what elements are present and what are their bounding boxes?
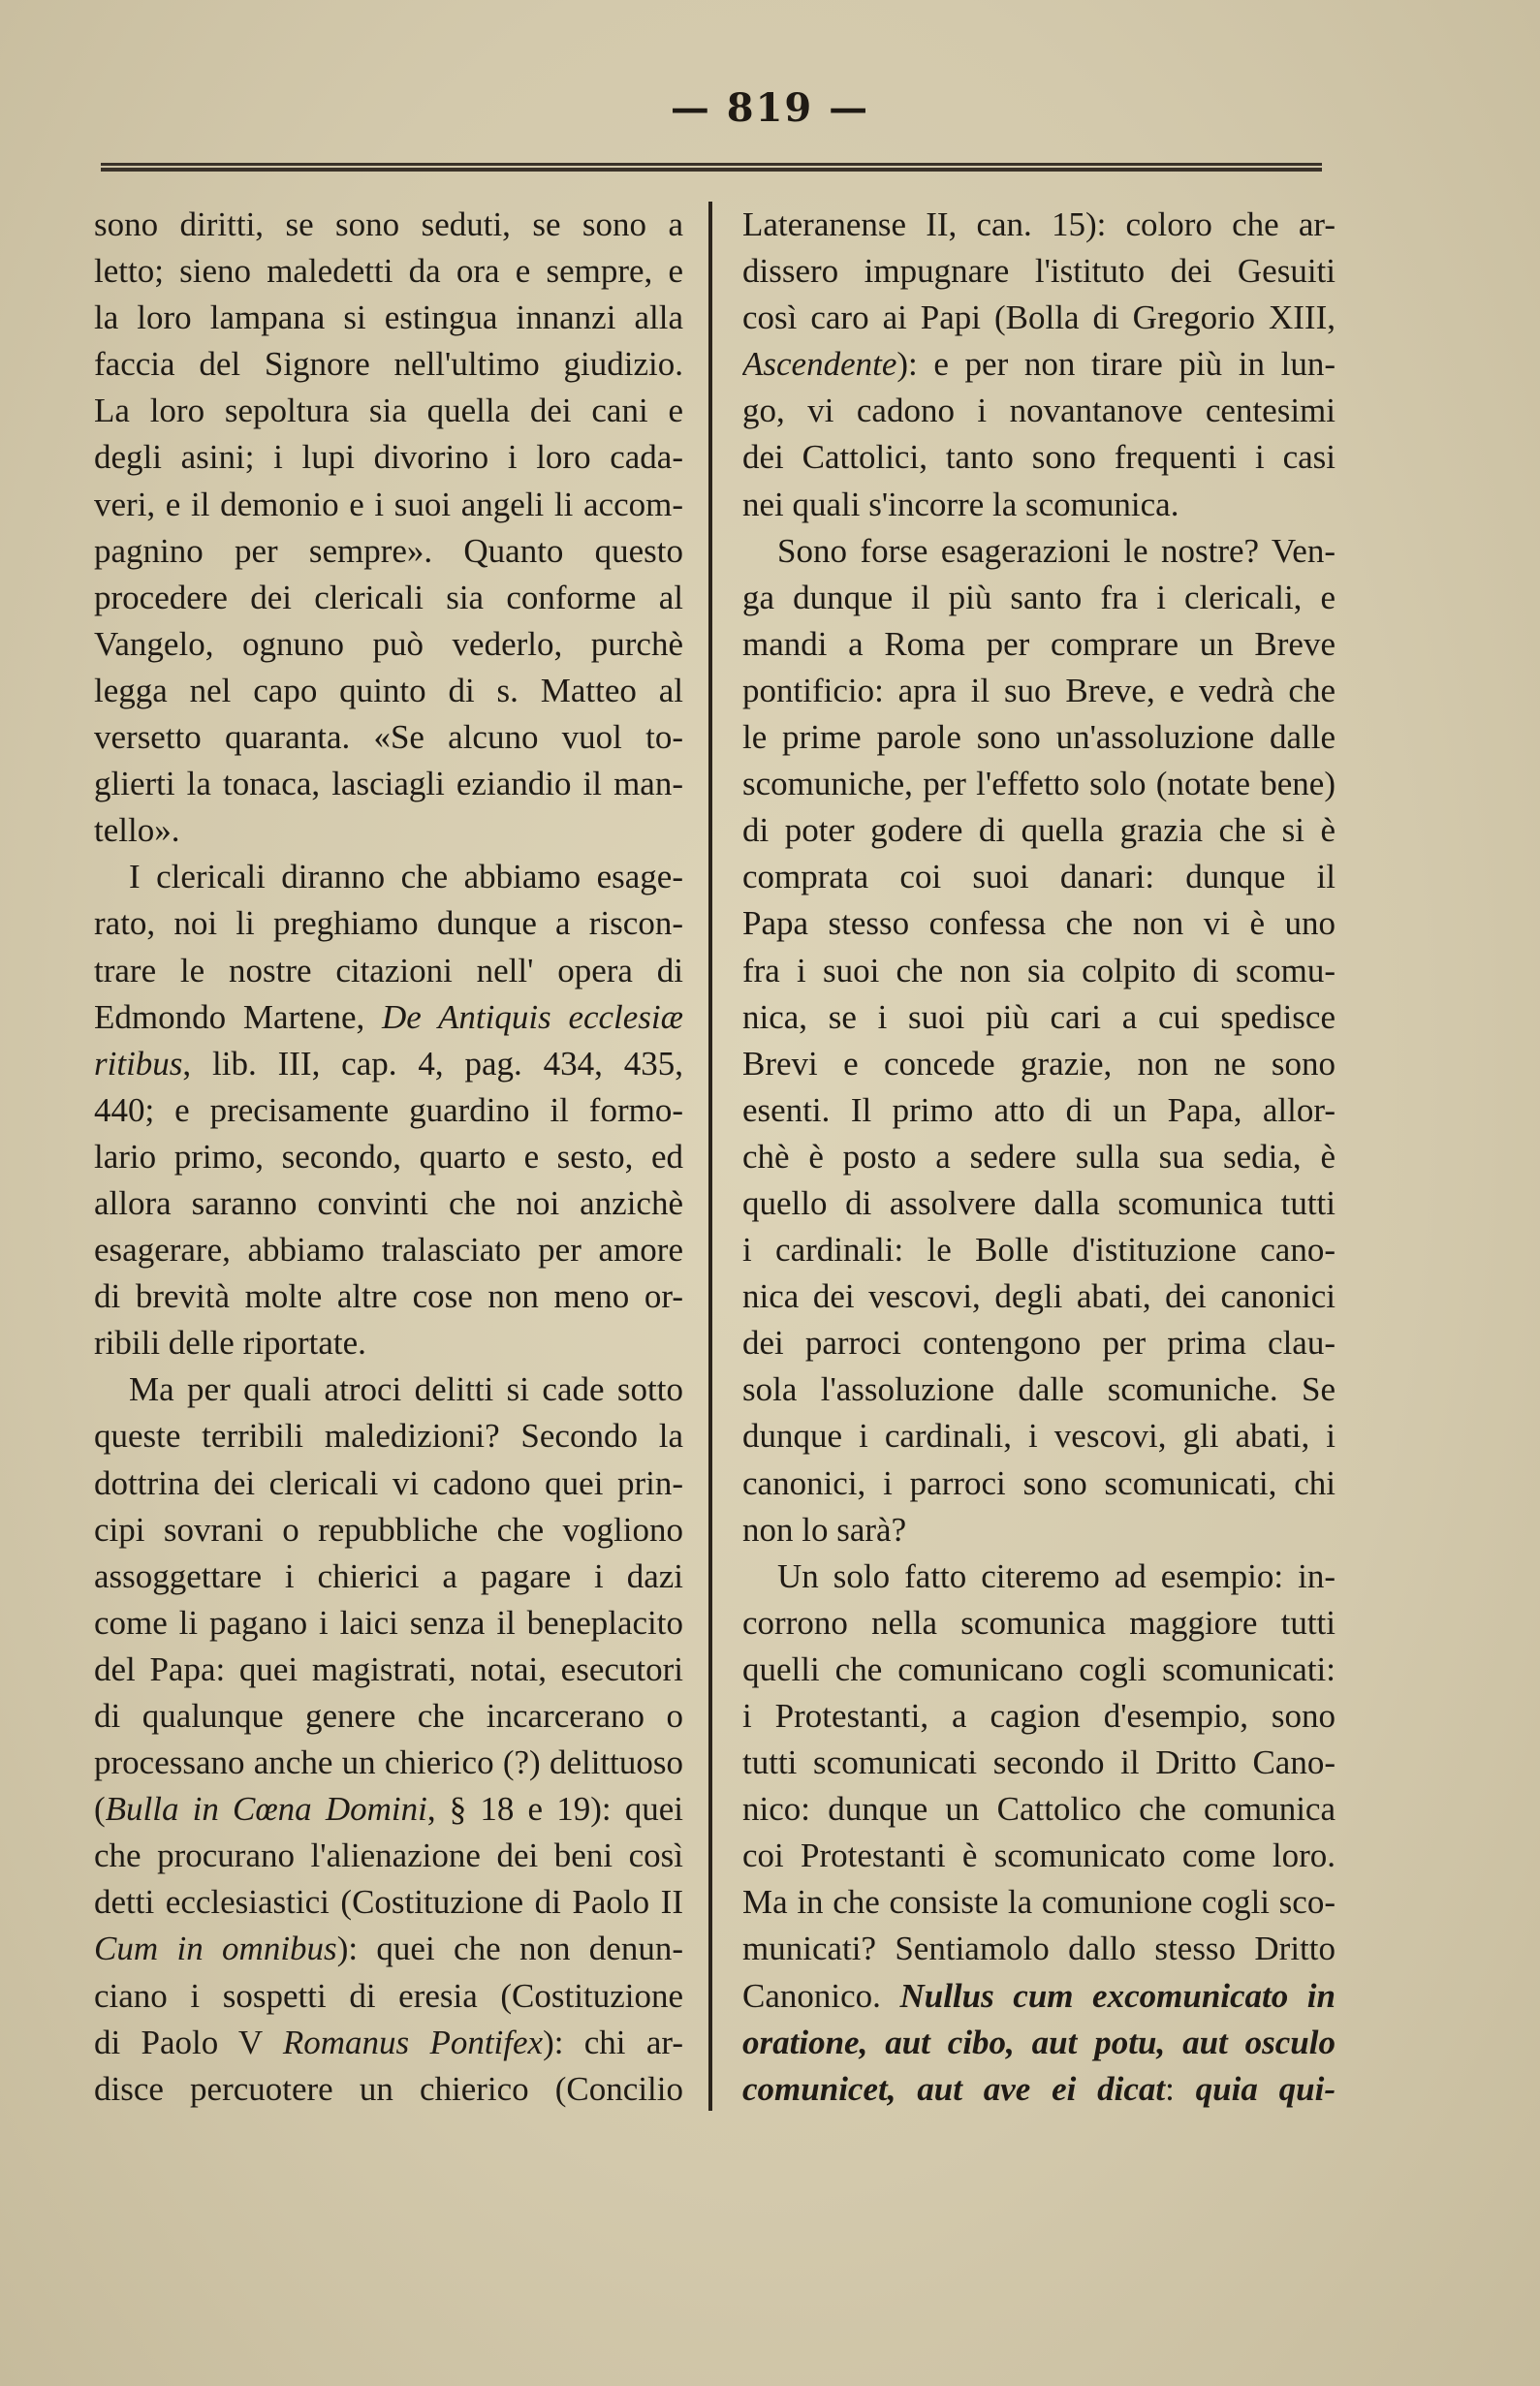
text-line-right: le prime parole sono un'assoluzione dalle	[742, 718, 1336, 757]
text-line-right: i Protestanti, a cagion d'esempio, sono	[742, 1697, 1336, 1735]
text-column-left	[94, 202, 683, 2113]
text-line-right: canonici, i parroci sono scomunicati, chi	[742, 1463, 1336, 1502]
text-line-right: ga dunque il più santo fra i clericali, e	[742, 578, 1336, 616]
text-line-left: di qualunque genere che incarcerano o	[94, 1697, 683, 1735]
text-line-right: Papa stesso confessa che non vi è uno	[742, 904, 1336, 943]
text-line-left: lario primo, secondo, quarto e sesto, ed	[94, 1137, 683, 1176]
text-line-right: dunque i cardinali, i vescovi, gli abati, i	[742, 1417, 1336, 1456]
page-number: — 819 —	[670, 85, 870, 131]
text-line-left: Ma per quali atroci delitti si cade sotto	[129, 1370, 683, 1409]
text-line-right: scomuniche, per l'effetto solo (notate bene)	[742, 765, 1336, 803]
text-line-right: comunicet, aut ave ei dicat: quia qui-	[742, 2069, 1336, 2108]
text-line-left: faccia del Signore nell'ultimo giudizio.	[94, 345, 683, 384]
text-line-left: allora saranno convinti che noi anzichè	[94, 1183, 683, 1222]
text-line-left: la loro lampana si estingua innanzi alla	[94, 298, 683, 337]
text-line-left: I clericali diranno che abbiamo esage-	[129, 858, 683, 896]
text-line-left: versetto quaranta. «Se alcuno vuol to-	[94, 718, 683, 757]
text-line-left: procedere dei clericali sia conforme al	[94, 578, 683, 616]
text-line-right: coi Protestanti è scomunicato come loro.	[742, 1837, 1336, 1875]
text-line-right: sola l'assoluzione dalle scomuniche. Se	[742, 1370, 1336, 1409]
text-line-left: dottrina dei clericali vi cadono quei prin-	[94, 1463, 683, 1502]
text-line-right: di poter godere di quella grazia che si è	[742, 811, 1336, 850]
text-line-left: rato, noi li preghiamo dunque a riscon-	[94, 904, 683, 943]
text-line-left: (Bulla in Cœna Domini, § 18 e 19): quei	[94, 1790, 683, 1829]
text-line-left: letto; sieno maledetti da ora e sempre, e	[94, 252, 683, 291]
text-line-left: 440; e precisamente guardino il formo-	[94, 1090, 683, 1129]
text-line-left: ribili delle riportate.	[94, 1324, 366, 1363]
text-line-right: corrono nella scomunica maggiore tutti	[742, 1603, 1336, 1642]
text-line-left: detti ecclesiastici (Costituzione di Paolo II	[94, 1883, 683, 1922]
text-line-right: Un solo fatto citeremo ad esempio: in-	[777, 1556, 1336, 1595]
text-line-left: che procurano l'alienazione dei beni così	[94, 1837, 683, 1875]
text-line-right: Sono forse esagerazioni le nostre? Ven-	[777, 531, 1336, 570]
text-line-left: trare le nostre citazioni nell' opera di	[94, 951, 683, 989]
text-line-right: fra i suoi che non sia colpito di scomu-	[742, 951, 1336, 989]
text-line-left: Edmondo Martene, De Antiquis ecclesiæ	[94, 997, 683, 1036]
text-line-left: assoggettare i chierici a pagare i dazi	[94, 1556, 683, 1595]
text-line-right: go, vi cadono i novantanove centesimi	[742, 392, 1336, 430]
text-line-right: quelli che comunicano cogli scomunicati:	[742, 1649, 1336, 1688]
column-divider	[708, 202, 712, 2111]
text-line-left: ciano i sospetti di eresia (Costituzione	[94, 1976, 683, 2015]
text-line-right: dei Cattolici, tanto sono frequenti i casi	[742, 438, 1336, 477]
text-line-left: di brevità molte altre cose non meno or-	[94, 1277, 683, 1316]
text-line-left: Vangelo, ognuno può vederlo, purchè	[94, 624, 683, 663]
text-line-right: chè è posto a sedere sulla sua sedia, è	[742, 1137, 1336, 1176]
text-line-left: La loro sepoltura sia quella dei cani e	[94, 392, 683, 430]
text-line-right: Ma in che consiste la comunione cogli sco-	[742, 1883, 1336, 1922]
text-line-left: esagerare, abbiamo tralasciato per amore	[94, 1231, 683, 1270]
text-line-right: tutti scomunicati secondo il Dritto Cano-	[742, 1743, 1336, 1782]
text-line-left: legga nel capo quinto di s. Matteo al	[94, 671, 683, 709]
text-line-right: così caro ai Papi (Bolla di Gregorio XIII,	[742, 298, 1336, 337]
text-line-right: dissero impugnare l'istituto dei Gesuiti	[742, 252, 1336, 291]
text-line-left: come li pagano i laici senza il beneplacito	[94, 1603, 683, 1642]
header-double-rule	[101, 163, 1322, 172]
text-line-right: pontificio: apra il suo Breve, e vedrà che	[742, 671, 1336, 709]
text-line-right: comprata coi suoi danari: dunque il	[742, 858, 1336, 896]
text-line-right: municati? Sentiamolo dallo stesso Dritto	[742, 1930, 1336, 1968]
text-line-right: nica, se i suoi più cari a cui spedisce	[742, 997, 1336, 1036]
text-line-left: cipi sovrani o repubbliche che vogliono	[94, 1510, 683, 1549]
text-line-right: quello di assolvere dalla scomunica tutti	[742, 1183, 1336, 1222]
text-line-left: tello».	[94, 811, 180, 850]
text-line-left: sono diritti, se sono seduti, se sono a	[94, 205, 683, 243]
text-line-right: nei quali s'incorre la scomunica.	[742, 485, 1179, 523]
text-line-left: queste terribili maledizioni? Secondo la	[94, 1417, 683, 1456]
text-line-left: veri, e il demonio e i suoi angeli li accom-	[94, 485, 683, 523]
text-line-right: oratione, aut cibo, aut potu, aut osculo	[742, 2023, 1336, 2061]
text-line-left: pagnino per sempre». Quanto questo	[94, 531, 683, 570]
text-line-right: non lo sarà?	[742, 1510, 907, 1549]
text-line-right: Brevi e concede grazie, non ne sono	[742, 1044, 1336, 1083]
text-line-left: glierti la tonaca, lasciagli eziandio il man-	[94, 765, 683, 803]
text-line-right: Lateranense II, can. 15): coloro che ar-	[742, 205, 1336, 243]
text-line-left: degli asini; i lupi divorino i loro cada-	[94, 438, 683, 477]
text-line-left: disce percuotere un chierico (Concilio	[94, 2069, 683, 2108]
text-line-left: ritibus, lib. III, cap. 4, pag. 434, 435,	[94, 1044, 683, 1083]
text-line-right: i cardinali: le Bolle d'istituzione cano-	[742, 1231, 1336, 1270]
text-line-right: esenti. Il primo atto di un Papa, allor-	[742, 1090, 1336, 1129]
text-line-right: Canonico. Nullus cum excomunicato in	[742, 1976, 1336, 2015]
text-line-right: nica dei vescovi, degli abati, dei canonici	[742, 1277, 1336, 1316]
text-line-left: processano anche un chierico (?) delittuoso	[94, 1743, 683, 1782]
text-line-left: Cum in omnibus): quei che non denun-	[94, 1930, 683, 1968]
text-line-right: mandi a Roma per comprare un Breve	[742, 624, 1336, 663]
text-line-right: nico: dunque un Cattolico che comunica	[742, 1790, 1336, 1829]
text-column-right	[742, 202, 1336, 2113]
text-line-left: del Papa: quei magistrati, notai, esecutori	[94, 1649, 683, 1688]
text-line-left: di Paolo V Romanus Pontifex): chi ar-	[94, 2023, 683, 2061]
text-line-right: Ascendente): e per non tirare più in lun-	[742, 345, 1336, 384]
text-line-right: dei parroci contengono per prima clau-	[742, 1324, 1336, 1363]
